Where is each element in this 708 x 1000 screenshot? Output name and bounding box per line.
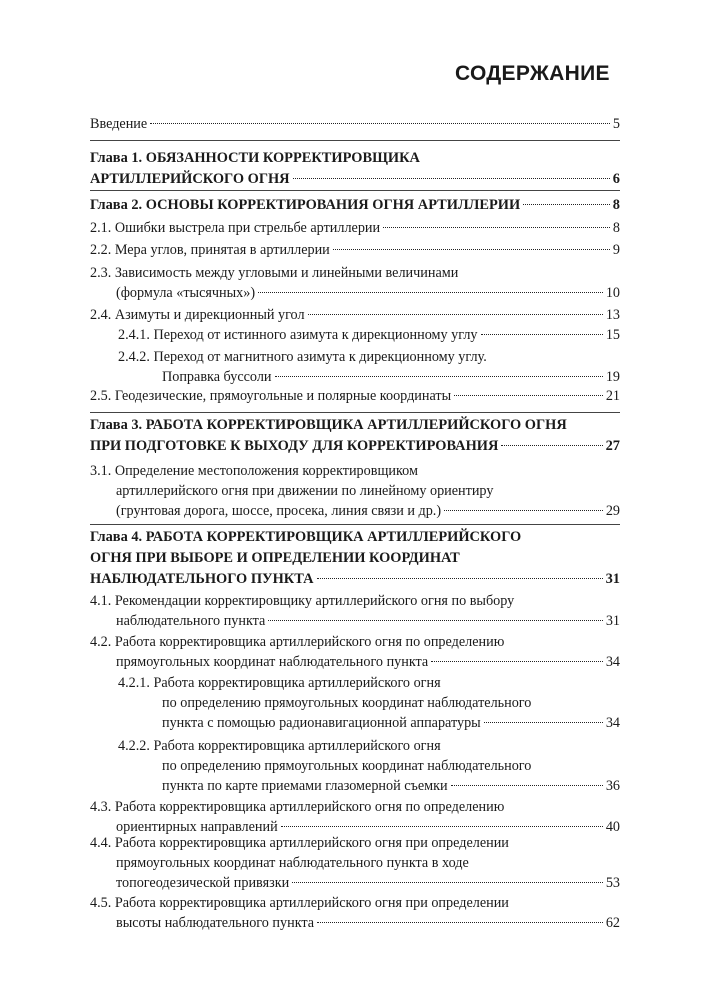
toc-page-number: 8 [612, 197, 620, 213]
toc-page-number: 29 [605, 503, 620, 519]
toc-entry-title: 2.4.2. Переход от магнитного азимута к дирекционному углу. [118, 349, 487, 365]
toc-entry-title: Глава 3. РАБОТА КОРРЕКТИРОВЩИКА АРТИЛЛЕРИЙСКОГО ОГНЯ [90, 417, 567, 433]
dot-leader [150, 123, 610, 124]
toc-entry [118, 673, 620, 733]
toc-entry-title: 2.3. Зависимость между угловыми и линейными величинами [90, 265, 459, 281]
toc-entry [90, 240, 620, 260]
toc-page-number: 62 [605, 915, 620, 931]
toc-chapter [90, 415, 620, 457]
toc-entry-title: Поправка буссоли [162, 369, 272, 385]
toc-entry-title: 4.3. Работа корректировщика артиллерийского огня по определению [90, 799, 505, 815]
toc-page-number: 15 [605, 327, 620, 343]
toc-page-number: 40 [605, 819, 620, 835]
toc-entry [90, 632, 620, 672]
toc-page-number: 19 [605, 369, 620, 385]
toc-entry-title: АРТИЛЛЕРИЙСКОГО ОГНЯ [90, 171, 290, 187]
dot-leader [281, 826, 603, 827]
toc-entry-title: прямоугольных координат наблюдательного пункта в ходе [116, 855, 469, 871]
toc-page-number: 34 [605, 654, 620, 670]
toc-chapter [90, 148, 620, 190]
dot-leader [501, 445, 602, 446]
toc-entry [118, 347, 620, 387]
toc-entry-title: 2.4. Азимуты и дирекционный угол [90, 307, 305, 323]
toc-entry-title: артиллерийского огня при движении по линейному ориентиру [116, 483, 494, 499]
dot-leader [444, 510, 603, 511]
toc-page-number: 10 [605, 285, 620, 301]
toc-entry [118, 325, 620, 345]
toc-entry-title: 2.2. Мера углов, принятая в артиллерии [90, 242, 330, 258]
toc-entry-title: 4.2.1. Работа корректировщика артиллерийского огня [118, 675, 441, 691]
toc-entry-title: наблюдательного пункта [116, 613, 266, 629]
toc-entry [90, 591, 620, 631]
toc-page-number: 9 [612, 242, 620, 258]
section-divider [90, 190, 620, 191]
toc-entry-title: 4.4. Работа корректировщика артиллерийского огня при определении [90, 835, 509, 851]
toc-chapter [90, 195, 620, 216]
toc-entry [90, 305, 620, 325]
toc-page-number: 31 [605, 571, 620, 587]
toc-page-number: 8 [612, 220, 620, 236]
toc-entry [90, 114, 620, 134]
toc-entry-title: прямоугольных координат наблюдательного пункта [116, 654, 429, 670]
toc-entry-title: ПРИ ПОДГОТОВКЕ К ВЫХОДУ ДЛЯ КОРРЕКТИРОВАНИЯ [90, 438, 499, 454]
toc-entry [90, 833, 620, 893]
toc-entry-title: 4.1. Рекомендации корректировщику артиллерийского огня по выбору [90, 593, 515, 609]
toc-chapter [90, 527, 620, 590]
dot-leader [292, 882, 603, 883]
toc-entry-title: 4.2. Работа корректировщика артиллерийского огня по определению [90, 634, 505, 650]
dot-leader [481, 334, 603, 335]
section-divider [90, 412, 620, 413]
toc-entry-title: Введение [90, 116, 148, 132]
toc-entry [90, 263, 620, 303]
toc-entry-title: 2.4.1. Переход от истинного азимута к дирекционному углу [118, 327, 478, 343]
dot-leader [454, 395, 603, 396]
dot-leader [258, 292, 603, 293]
dot-leader [431, 661, 603, 662]
dot-leader [383, 227, 610, 228]
toc-entry-title: топогеодезической привязки [116, 875, 290, 891]
toc-entry-title: 2.5. Геодезические, прямоугольные и полярные координаты [90, 388, 452, 404]
dot-leader [308, 314, 603, 315]
dot-leader [293, 178, 610, 179]
dot-leader [451, 785, 603, 786]
dot-leader [484, 722, 603, 723]
toc-entry-title: НАБЛЮДАТЕЛЬНОГО ПУНКТА [90, 571, 314, 587]
toc-page-number: 53 [605, 875, 620, 891]
toc-entry-title: (грунтовая дорога, шоссе, просека, линия связи и др.) [116, 503, 442, 519]
toc-entry-title: по определению прямоугольных координат наблюдательного [162, 695, 532, 711]
toc-entry [90, 218, 620, 238]
toc-entry [90, 797, 620, 837]
section-divider [90, 524, 620, 525]
dot-leader [523, 204, 610, 205]
toc-page-number: 27 [605, 438, 620, 454]
toc-entry-title: по определению прямоугольных координат наблюдательного [162, 758, 532, 774]
toc-entry-title: 2.1. Ошибки выстрела при стрельбе артиллерии [90, 220, 381, 236]
dot-leader [268, 620, 602, 621]
toc-entry-title: Глава 2. ОСНОВЫ КОРРЕКТИРОВАНИЯ ОГНЯ АРТИЛЛЕРИИ [90, 197, 521, 213]
toc-entry-title: пункта по карте приемами глазомерной съемки [162, 778, 448, 794]
dot-leader [317, 578, 603, 579]
toc-entry-title: (формула «тысячных») [116, 285, 256, 301]
toc-entry [118, 736, 620, 796]
toc-entry-title: 4.2.2. Работа корректировщика артиллерийского огня [118, 738, 441, 754]
toc-page-number: 13 [605, 307, 620, 323]
toc-entry [90, 893, 620, 933]
toc-entry-title: ориентирных направлений [116, 819, 278, 835]
toc-page-number: 21 [605, 388, 620, 404]
toc-entry [90, 461, 620, 521]
page-title: СОДЕРЖАНИЕ [455, 62, 610, 85]
toc-entry-title: высоты наблюдательного пункта [116, 915, 315, 931]
toc-entry-title: Глава 1. ОБЯЗАННОСТИ КОРРЕКТИРОВЩИКА [90, 150, 420, 166]
toc-entry-title: пункта с помощью радионавигационной аппаратуры [162, 715, 481, 731]
toc-entry-title: ОГНЯ ПРИ ВЫБОРЕ И ОПРЕДЕЛЕНИИ КООРДИНАТ [90, 550, 460, 566]
section-divider [90, 140, 620, 141]
dot-leader [275, 376, 603, 377]
toc-page-number: 34 [605, 715, 620, 731]
dot-leader [317, 922, 603, 923]
toc-page-number: 36 [605, 778, 620, 794]
toc-page-number: 31 [605, 613, 620, 629]
toc-entry-title: 4.5. Работа корректировщика артиллерийского огня при определении [90, 895, 509, 911]
toc-entry-title: Глава 4. РАБОТА КОРРЕКТИРОВЩИКА АРТИЛЛЕРИЙСКОГО [90, 529, 522, 545]
toc-entry [90, 386, 620, 406]
toc-entry-title: 3.1. Определение местоположения корректировщиком [90, 463, 418, 479]
dot-leader [333, 249, 610, 250]
toc-page-number: 6 [612, 171, 620, 187]
toc-page-number: 5 [612, 116, 620, 132]
